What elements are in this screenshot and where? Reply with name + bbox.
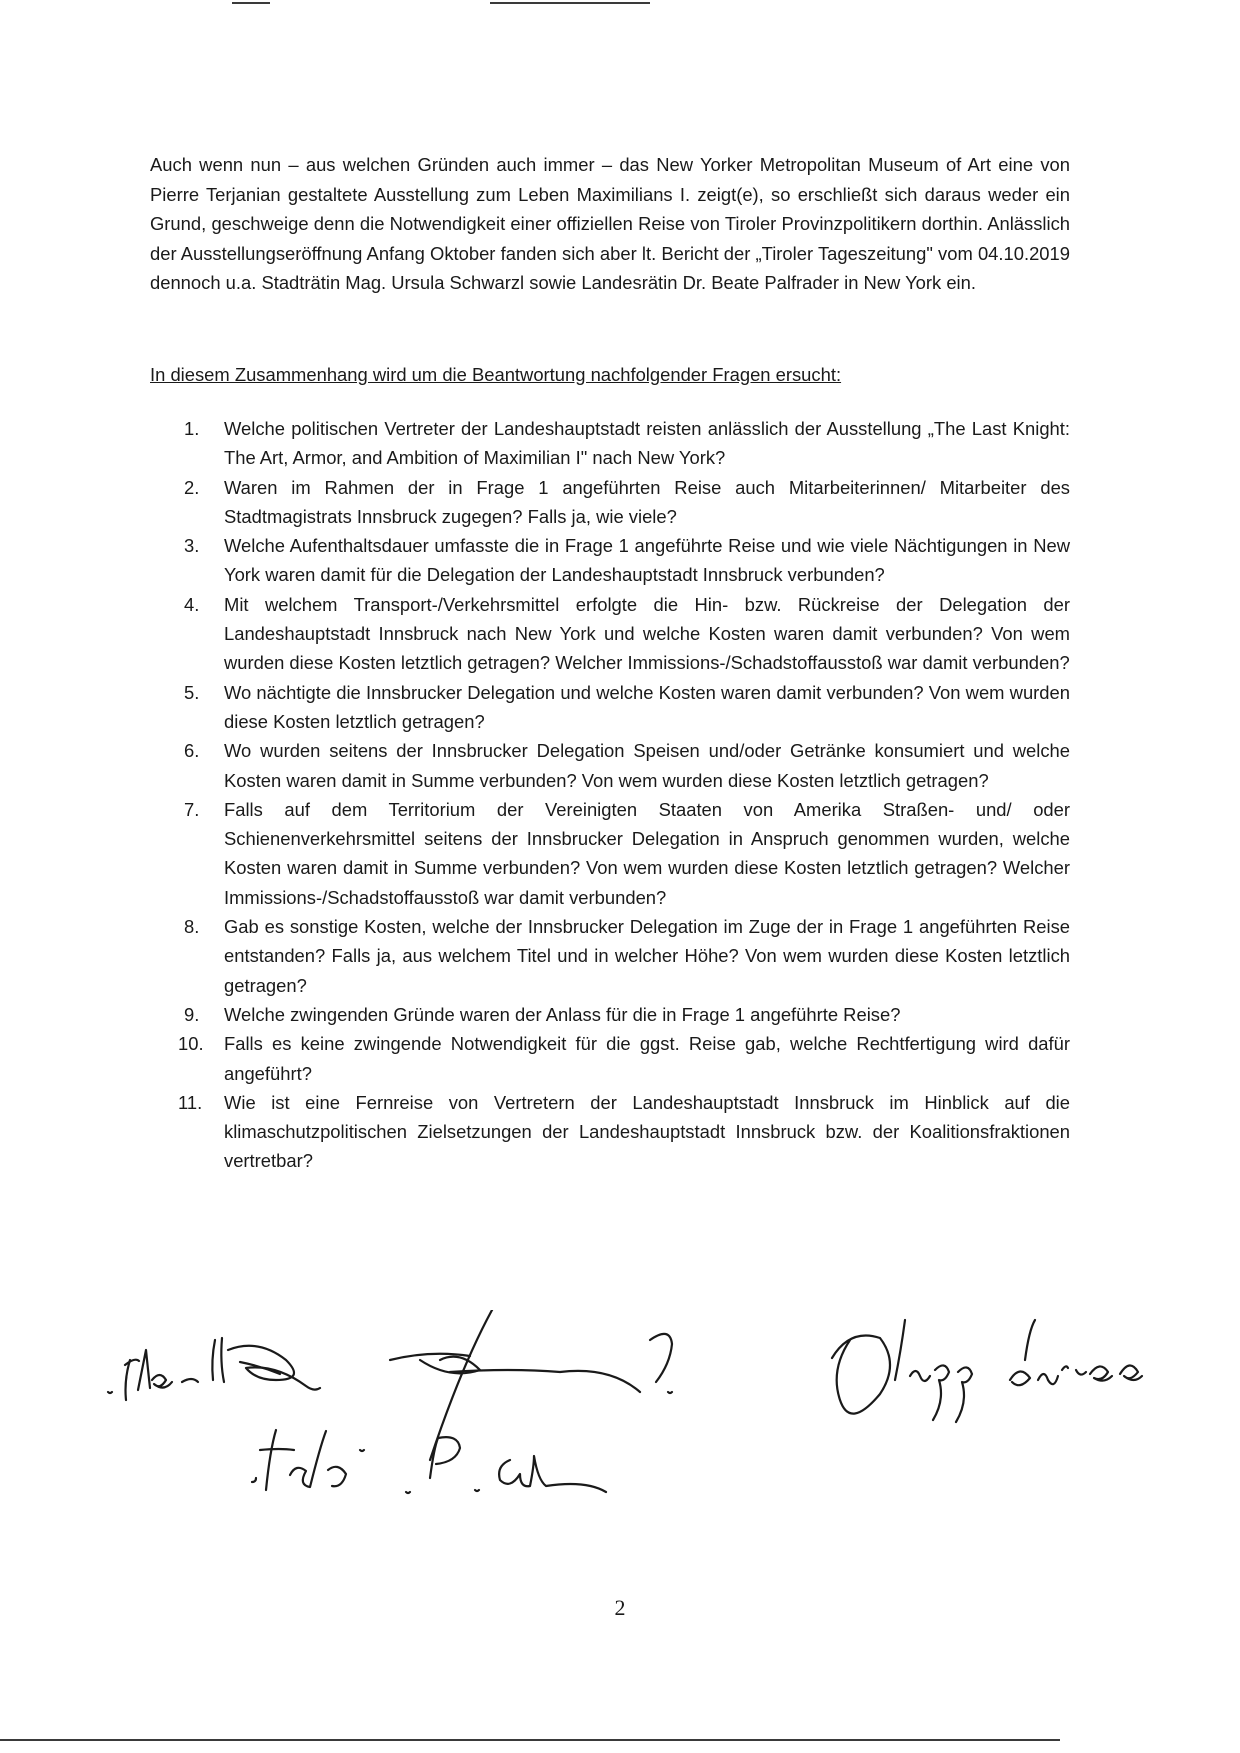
question-number: 1. — [184, 418, 200, 439]
question-number: 11. — [178, 1091, 203, 1113]
question-item — [150, 1000, 1070, 1029]
question-text: Falls es keine zwingende Notwendigkeit für die ggst. Reise gab, welche Rechtfertigung wird dafür angeführt? — [224, 1033, 1070, 1084]
question-text: Wie ist eine Fernreise von Vertretern der Landeshauptstadt Innsbruck im Hinblick auf die klimaschutzpolitischen Zielsetzungen der Landeshauptstadt Innsbruck bzw. der Koalitionsfraktionen vertretbar? — [224, 1091, 1070, 1172]
question-text: Wo nächtigte die Innsbrucker Delegation und welche Kosten waren damit verbunden? Von wem wurden diese Kosten letztlich getragen? — [224, 681, 1070, 732]
question-text: Welche politischen Vertreter der Landeshauptstadt reisten anlässlich der Ausstellung „The Last Knight: The Art, Armor, and Ambition of Maximilian I" nach New York? — [224, 418, 1070, 469]
question-text: Gab es sonstige Kosten, welche der Innsbrucker Delegation im Zuge der in Frage 1 angeführten Reise entstanden? Falls ja, aus welchem Titel und in welcher Höhe? Von wem wurden diese Kosten letztlich getragen? — [224, 916, 1070, 996]
question-number: 3. — [184, 535, 200, 557]
question-item — [150, 736, 1070, 795]
question-item — [150, 795, 1070, 912]
question-text: Welche zwingenden Gründe waren der Anlass für die in Frage 1 angeführte Reise? — [224, 1003, 901, 1025]
question-number: 10. — [178, 1033, 204, 1055]
question-item — [150, 678, 1070, 737]
question-list — [150, 414, 1070, 1176]
question-text: Mit welchem Transport-/Verkehrsmittel erfolgte die Hin- bzw. Rückreise der Delegation der Landeshauptstadt Innsbruck nach New York und welche Kosten waren damit verbunden? Von wem wurden diese Kosten letztlich getragen? Welcher Immissions-/Schadstoffausstoß war damit verbunden? — [224, 593, 1070, 674]
question-number: 9. — [184, 1003, 200, 1025]
bottom-rule — [0, 1739, 1060, 1741]
question-number: 8. — [184, 916, 200, 938]
question-text: Wo wurden seitens der Innsbrucker Delegation Speisen und/oder Getränke konsumiert und welche Kosten waren damit in Summe verbunden? Von wem wurden diese Kosten letztlich getragen? — [224, 740, 1070, 791]
question-text: Waren im Rahmen der in Frage 1 angeführten Reise auch Mitarbeiterinnen/ Mitarbeiter des Stadtmagistrats Innsbruck zugegen? Falls ja, wie viele? — [224, 476, 1070, 527]
question-item — [150, 1088, 1070, 1176]
page-number: 2 — [614, 1595, 626, 1620]
question-item — [150, 590, 1070, 678]
question-item — [150, 1029, 1070, 1088]
top-rule-right — [490, 2, 650, 4]
question-number: 7. — [184, 798, 200, 820]
question-number: 4. — [184, 593, 200, 615]
question-text: Welche Aufenthaltsdauer umfasste die in Frage 1 angeführte Reise und wie viele Nächtigungen in New York waren damit für die Delegation der Landeshauptstadt Innsbruck verbunden? — [224, 535, 1070, 586]
question-number: 6. — [184, 740, 200, 762]
intro-paragraph: Auch wenn nun – aus welchen Gründen auch immer – das New Yorker Metropolitan Museum of Art eine von Pierre Terjanian gestaltete Ausstellung zum Leben Maximilians I. zeigt(e), so erschließt sich daraus weder ein Grund, geschweige denn die Notwendigkeit einer offiziellen Reise von Tiroler Provinzpolitikern dorthin. Anlässlich der Ausstellungseröffnung Anfang Oktober fanden sich aber lt. Bericht der „Tiroler Tageszeitung" vom 04.10.2019 dennoch u.a. Stadträtin Mag. Ursula Schwarzl sowie Landesrätin Dr. Beate Palfrader in New York ein. — [150, 154, 1070, 293]
signature-3 — [832, 1320, 1142, 1422]
top-rule-left — [232, 2, 270, 4]
question-number: 5. — [184, 681, 200, 703]
question-item — [150, 912, 1070, 1000]
question-item — [150, 414, 1070, 473]
question-number: 2. — [184, 476, 200, 498]
signature-1 — [108, 1338, 320, 1400]
question-item — [150, 531, 1070, 590]
signature-2 — [252, 1310, 672, 1493]
question-item — [150, 473, 1070, 532]
question-text: Falls auf dem Territorium der Vereinigten Staaten von Amerika Straßen- und/ oder Schienenverkehrsmittel seitens der Innsbrucker Delegation in Anspruch genommen wurden, welche Kosten waren damit in Summe verbunden? Von wem wurden diese Kosten letztlich getragen? Welcher Immissions-/Schadstoffausstoß war damit verbunden? — [224, 798, 1070, 908]
request-line: In diesem Zusammenhang wird um die Beantwortung nachfolgender Fragen ersucht: — [150, 364, 842, 385]
handwritten-signatures — [90, 1310, 1190, 1550]
